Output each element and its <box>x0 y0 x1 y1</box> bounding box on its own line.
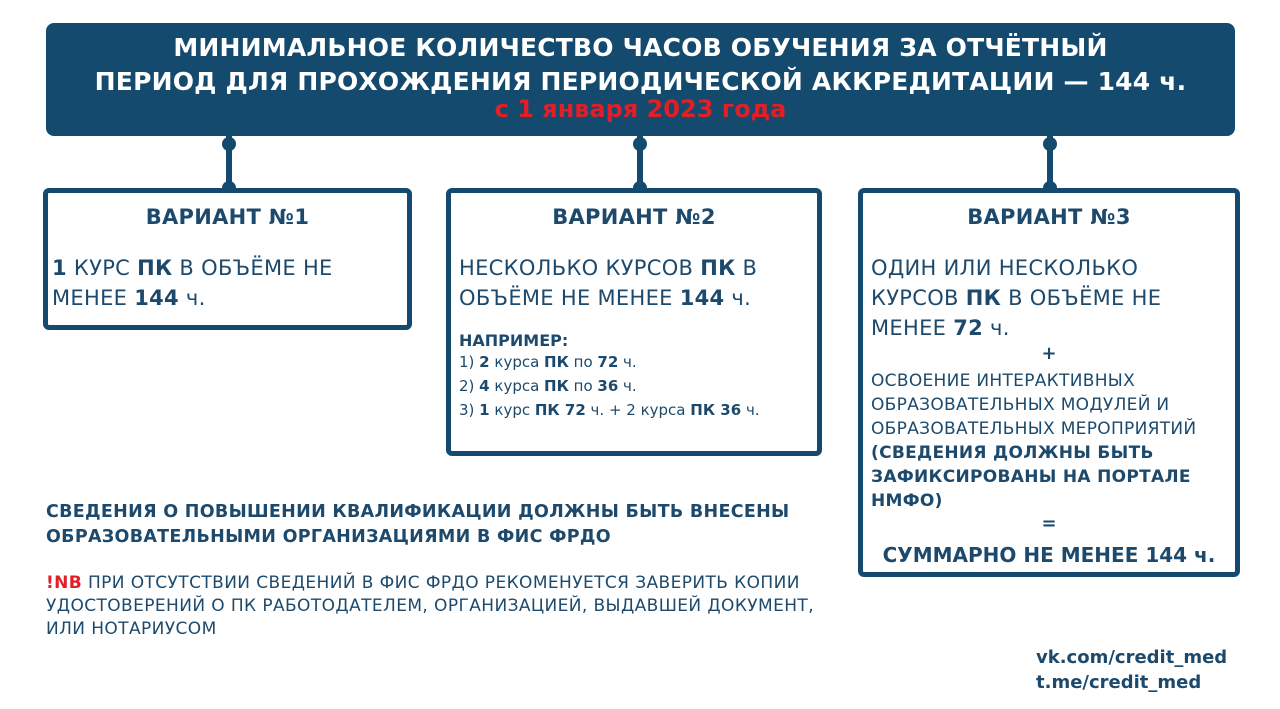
header-title-line1: МИНИМАЛЬНОЕ КОЛИЧЕСТВО ЧАСОВ ОБУЧЕНИЯ ЗА ОТЧЁТНЫЙ <box>173 33 1108 62</box>
social-links <box>1036 645 1227 695</box>
connector-dot-top-1 <box>222 137 236 151</box>
nb-note <box>46 572 816 641</box>
variant1-unit: ч. <box>178 286 206 310</box>
variant2-example-3: 3) 1 курс ПК 72 ч. + 2 курса ПК 36 ч. <box>459 401 760 419</box>
variant3-plus: + <box>1041 343 1057 364</box>
variant3-title: ВАРИАНТ №3 <box>967 205 1131 229</box>
variant3-total: СУММАРНО НЕ МЕНЕЕ 144 ч. <box>882 543 1216 567</box>
variant2-text2: В ОБЪЁМЕ НЕ МЕНЕЕ <box>459 256 758 310</box>
variant2-title: ВАРИАНТ №2 <box>552 205 716 229</box>
variant3-pk: ПК <box>965 286 1002 310</box>
variant2-example-2: 2) 4 курса ПК по 36 ч. <box>459 377 637 395</box>
variant3-description <box>871 253 1229 343</box>
variant2-text1: НЕСКОЛЬКО КУРСОВ <box>459 256 701 280</box>
connector-dot-top-2 <box>633 137 647 151</box>
variant1-text2: В ОБЪЁМЕ НЕ МЕНЕЕ <box>52 256 333 310</box>
variant2-hours: 144 <box>679 286 725 310</box>
variant3-mastering-text: ОСВОЕНИЕ ИНТЕРАКТИВНЫХ ОБРАЗОВАТЕЛЬНЫХ МОДУЛЕЙ И ОБРАЗОВАТЕЛЬНЫХ МЕРОПРИЯТИЙ <box>871 371 1197 439</box>
variant2-examples <box>459 331 817 422</box>
variant1-count: 1 <box>52 256 67 280</box>
telegram-link[interactable]: t.me/credit_med <box>1036 672 1202 693</box>
variant1-title: ВАРИАНТ №1 <box>145 205 310 229</box>
variant2-description <box>459 253 809 313</box>
variant3-equals: = <box>1041 513 1057 534</box>
nb-text: ПРИ ОТСУТСТВИИ СВЕДЕНИЙ В ФИС ФРДО РЕКОМЕНУЕТСЯ ЗАВЕРИТЬ КОПИИ УДОСТОВЕРЕНИЙ О ПК РАБОТОДАТЕЛЕМ, ОРГАНИЗАЦИЕЙ, ВЫДАВШЕЙ ДОКУМЕНТ, ИЛИ НОТАРИУСОМ <box>46 573 815 639</box>
variant2-example-1: 1) 2 курса ПК по 72 ч. <box>459 353 637 371</box>
nb-mark: !NB <box>46 573 83 593</box>
variant1-text1: КУРС <box>66 256 138 280</box>
variant2-unit: ч. <box>724 286 752 310</box>
info-text: СВЕДЕНИЯ О ПОВЫШЕНИИ КВАЛИФИКАЦИИ ДОЛЖНЫ БЫТЬ ВНЕСЕНЫ ОБРАЗОВАТЕЛЬНЫМИ ОРГАНИЗАЦИЯМИ В ФИС ФРДО <box>46 502 790 547</box>
variant3-unit: ч. <box>983 316 1010 340</box>
variant2-example-title: НАПРИМЕР: <box>459 331 569 350</box>
variant1-description <box>52 253 407 313</box>
variant3-hours: 72 <box>953 316 984 340</box>
variant1-card <box>43 188 412 330</box>
vk-link[interactable]: vk.com/credit_med <box>1036 647 1228 668</box>
variant3-text1: ОДИН ИЛИ НЕСКОЛЬКО КУРСОВ <box>871 256 1139 310</box>
header-title-line2: ПЕРИОД ДЛЯ ПРОХОЖДЕНИЯ ПЕРИОДИЧЕСКОЙ АККРЕДИТАЦИИ — 144 ч. <box>94 67 1187 96</box>
variant3-mastering <box>871 369 1229 513</box>
variant3-text2: В ОБЪЁМЕ НЕ МЕНЕЕ <box>871 286 1162 340</box>
variant3-note: (СВЕДЕНИЯ ДОЛЖНЫ БЫТЬ ЗАФИКСИРОВАНЫ НА ПОРТАЛЕ НМФО) <box>871 443 1191 511</box>
variant1-pk: ПК <box>137 256 173 280</box>
connector-dot-top-3 <box>1043 137 1057 151</box>
variant1-hours: 144 <box>134 286 179 310</box>
variant2-pk: ПК <box>700 256 736 280</box>
variant3-card <box>858 188 1240 577</box>
header-banner <box>46 23 1235 136</box>
variant2-card <box>446 188 822 456</box>
header-date: с 1 января 2023 года <box>494 95 787 123</box>
